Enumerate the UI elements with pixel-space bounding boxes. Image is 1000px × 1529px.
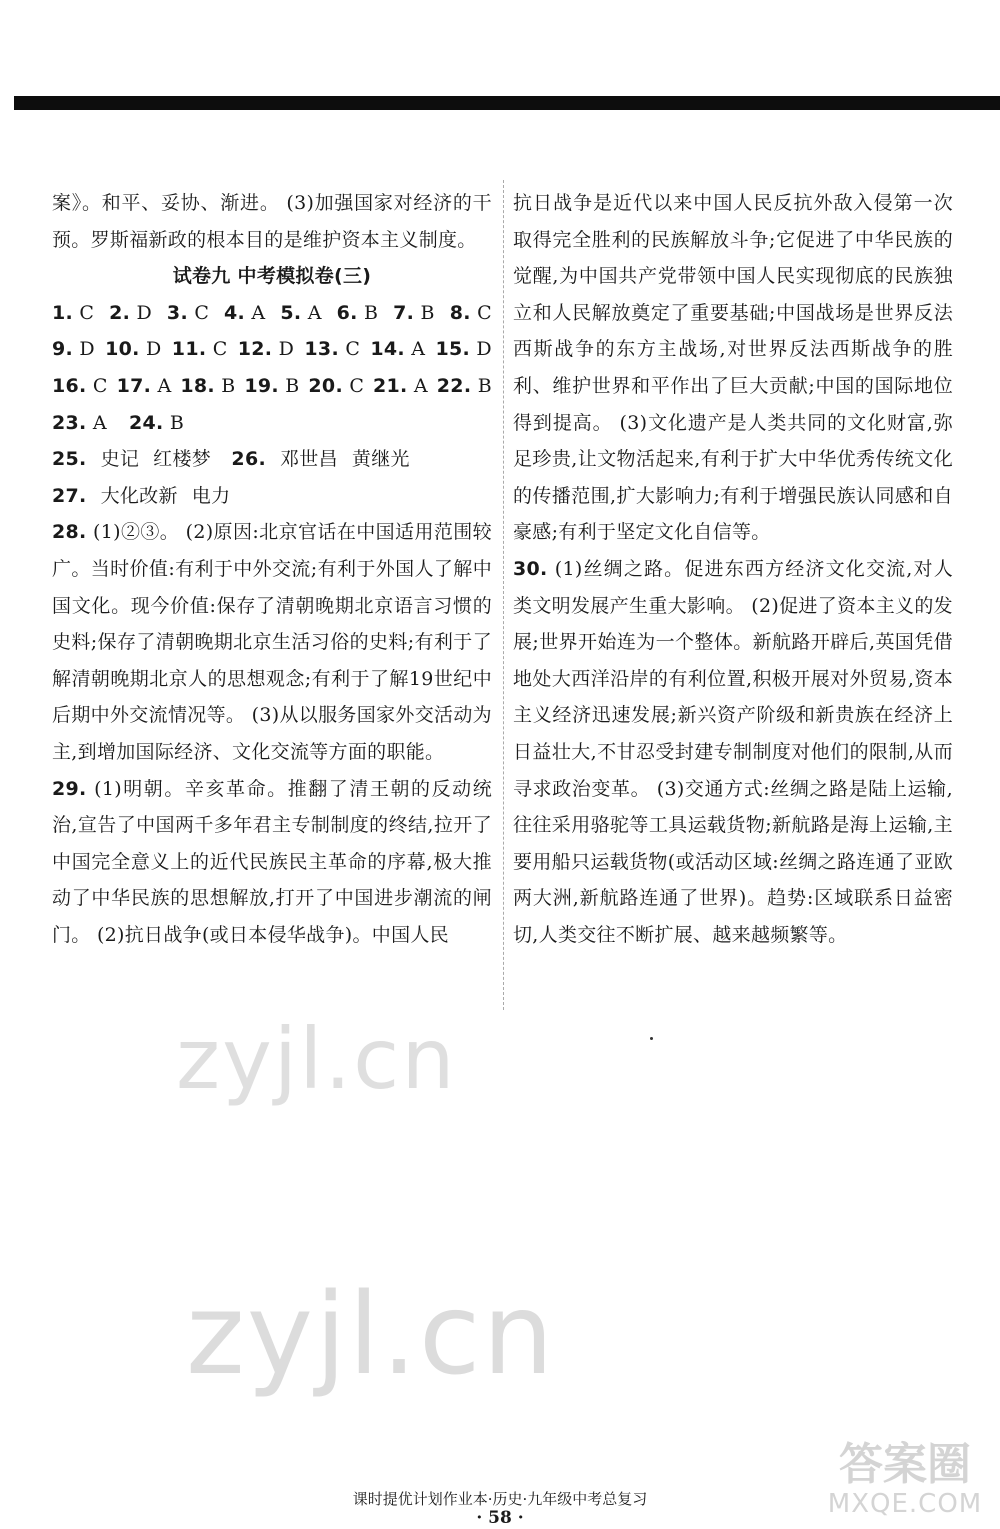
question-number: 10. xyxy=(105,338,140,361)
watermark-text: 答案圈 xyxy=(839,1439,971,1490)
question-number: 19. xyxy=(244,374,279,397)
question-number: 17. xyxy=(116,374,152,397)
mc-answer xyxy=(308,368,364,405)
answer-letter: D xyxy=(79,338,95,361)
continued-answer: 案》。和平、妥协、渐进。 (3)加强国家对经济的干预。罗斯福新政的根本目的是维护资本主义制度。 xyxy=(52,192,492,251)
question-number: 14. xyxy=(370,338,405,361)
question-number: 8. xyxy=(449,301,471,324)
answer-letter: A xyxy=(411,338,426,361)
right-column xyxy=(513,185,953,953)
section-title: 试卷九 中考模拟卷(三) xyxy=(172,265,372,288)
answer-letter: C xyxy=(194,301,210,324)
footer-book-title: 课时提优计划作业本·历史·九年级中考总复习 xyxy=(352,1490,648,1508)
answer-text: 黄继光 xyxy=(351,448,410,471)
answer-letter: B xyxy=(477,374,492,397)
answer-text: 红楼梦 xyxy=(153,448,212,471)
answer-letter: C xyxy=(345,338,361,361)
mc-row xyxy=(52,368,492,405)
answer-text: (1)②③。 (2)原因:北京官话在中国适用范围较广。当时价值:有利于中外交流;有利于外国人了解中国文化。现今价值:保存了清朝晚期北京语言习惯的史料;保存了清朝晚期北京生活习俗的史料;有利于了解清朝晚期北京人的思想观念;有利于了解19世纪中后期中外交流情况等。 (3)从以服务国家外交活动为主,到增加国际经济、文化交流等方面的职能。 xyxy=(52,521,492,763)
question-number: 29. xyxy=(52,777,87,800)
question-number: 7. xyxy=(393,301,415,324)
multiple-choice-answers xyxy=(52,295,492,441)
speck xyxy=(650,1037,653,1040)
answer-letter: D xyxy=(476,338,492,361)
mc-answer xyxy=(244,368,299,405)
mc-row xyxy=(52,295,492,332)
question-number: 13. xyxy=(304,338,339,361)
mc-answer xyxy=(129,405,184,442)
answer-letter: B xyxy=(285,374,300,397)
mc-answer xyxy=(373,368,428,405)
question-number: 18. xyxy=(180,374,215,397)
mc-answer xyxy=(280,295,321,332)
answer-25-26 xyxy=(52,441,492,478)
mc-answer xyxy=(224,295,265,332)
answer-30 xyxy=(513,551,953,954)
page-number: · 58 · xyxy=(476,1508,524,1528)
answer-text: 电力 xyxy=(191,484,231,507)
answer-text: 邓世昌 xyxy=(279,448,338,471)
question-number: 12. xyxy=(237,338,273,361)
question-number: 20. xyxy=(308,374,343,397)
answer-letter: B xyxy=(169,411,185,434)
mc-answer xyxy=(337,295,379,332)
mc-answer xyxy=(117,368,172,405)
answer-letter: A xyxy=(157,374,172,397)
answer-letter: A xyxy=(307,301,322,324)
answer-29 xyxy=(52,771,492,954)
mc-answer xyxy=(172,331,228,368)
mc-answer xyxy=(436,331,492,368)
mc-answer xyxy=(180,368,235,405)
answer-letter: C xyxy=(92,374,108,397)
answer-letter: A xyxy=(92,411,107,434)
question-number: 21. xyxy=(373,374,408,397)
mc-answer xyxy=(52,405,107,442)
answer-letter: C xyxy=(349,374,365,397)
watermark-text: MXQE.COM xyxy=(827,1489,983,1519)
question-number: 1. xyxy=(52,301,74,324)
answer-text: 大化改新 xyxy=(100,484,178,507)
column-divider xyxy=(503,180,505,1010)
question-number: 27. xyxy=(52,484,87,507)
answer-letter: B xyxy=(221,374,236,397)
mc-answer xyxy=(370,331,425,368)
question-number: 9. xyxy=(52,338,74,361)
question-number: 24. xyxy=(128,411,164,434)
mc-answer xyxy=(238,331,294,368)
watermark: zyjl.cn xyxy=(176,1010,457,1108)
mc-answer xyxy=(437,368,492,405)
mc-row xyxy=(52,331,492,368)
answer-letter: D xyxy=(146,338,162,361)
answer-letter: A xyxy=(413,374,428,397)
answer-letter: C xyxy=(212,338,228,361)
question-number: 16. xyxy=(52,374,87,397)
question-number: 5. xyxy=(280,301,302,324)
mc-answer xyxy=(450,295,492,332)
question-number: 6. xyxy=(336,301,358,324)
watermark: zyjl.cn xyxy=(186,1270,556,1400)
mc-answer xyxy=(52,295,94,332)
answer-text: 史记 xyxy=(100,448,140,471)
question-number: 30. xyxy=(513,557,548,580)
mc-answer xyxy=(393,295,435,332)
answer-text: (1)明朝。辛亥革命。推翻了清王朝的反动统治,宣告了中国两千多年君主专制制度的终结,拉开了中国完全意义上的近代民族民主革命的序幕,极大推动了中华民族的思想解放,打开了中国进步潮流的闸门。 (2)抗日战争(或日本侵华战争)。中国人民 xyxy=(52,777,493,946)
header-bar xyxy=(14,96,1000,110)
mc-answer xyxy=(52,331,95,368)
question-number: 4. xyxy=(224,301,246,324)
question-number: 15. xyxy=(435,338,471,361)
mc-answer xyxy=(105,331,161,368)
continued-answer-29: 抗日战争是近代以来中国人民反抗外敌入侵第一次取得完全胜利的民族解放斗争;它促进了中华民族的觉醒,为中国共产党带领中国人民实现彻底的民族独立和人民解放奠定了重要基础;中国战场是世界反法西斯战争的东方主战场,对世界反法西斯战争的胜利、维护世界和平作出了巨大贡献;中国的国际地位得到提高。 (3)文化遗产是人类共同的文化财富,弥足珍贵,让文物活起来,有利于扩大中华优秀传统文化的传播范围,扩大影响力;有利于增强民族认同感和自豪感;有利于坚定文化自信等。 xyxy=(513,192,953,544)
question-number: 25. xyxy=(52,448,87,471)
question-number: 2. xyxy=(109,301,131,324)
question-number: 3. xyxy=(166,301,188,324)
answer-text: (1)丝绸之路。促进东西方经济文化交流,对人类文明发展产生重大影响。 (2)促进了资本主义的发展;世界开始连为一个整体。新航路开辟后,英国凭借地处大西洋沿岸的有利位置,积极开展对外贸易,资本主义经济迅速发展;新兴资产阶级和新贵族在经济上日益壮大,不甘忍受封建专制制度对他们的限制,从而寻求政治变革。 (3)交通方式:丝绸之路是陆上运输,往往采用骆驼等工具运载货物;新航路是海上运输,主要用船只运载货物(或活动区域:丝绸之路连通了亚欧两大洲,新航路连通了世界)。趋势:区域联系日益密切,人类交往不断扩展、越来越频繁等。 xyxy=(513,557,953,946)
answer-letter: B xyxy=(420,301,435,324)
mc-answer xyxy=(167,295,209,332)
question-number: 28. xyxy=(52,521,87,544)
mc-answer xyxy=(52,368,108,405)
answer-letter: C xyxy=(79,301,95,324)
left-column xyxy=(52,185,492,953)
question-number: 23. xyxy=(52,411,87,434)
question-number: 22. xyxy=(436,374,472,397)
mc-answer xyxy=(304,331,360,368)
mc-row xyxy=(52,405,492,442)
answer-letter: C xyxy=(477,301,492,324)
answer-28 xyxy=(52,514,492,770)
question-number: 26. xyxy=(231,448,266,471)
answer-27 xyxy=(52,478,492,515)
mc-answer xyxy=(109,295,152,332)
answer-letter: B xyxy=(364,301,379,324)
answer-letter: D xyxy=(136,301,153,324)
question-number: 11. xyxy=(171,338,207,361)
answer-letter: D xyxy=(278,338,295,361)
answer-letter: A xyxy=(251,301,266,324)
